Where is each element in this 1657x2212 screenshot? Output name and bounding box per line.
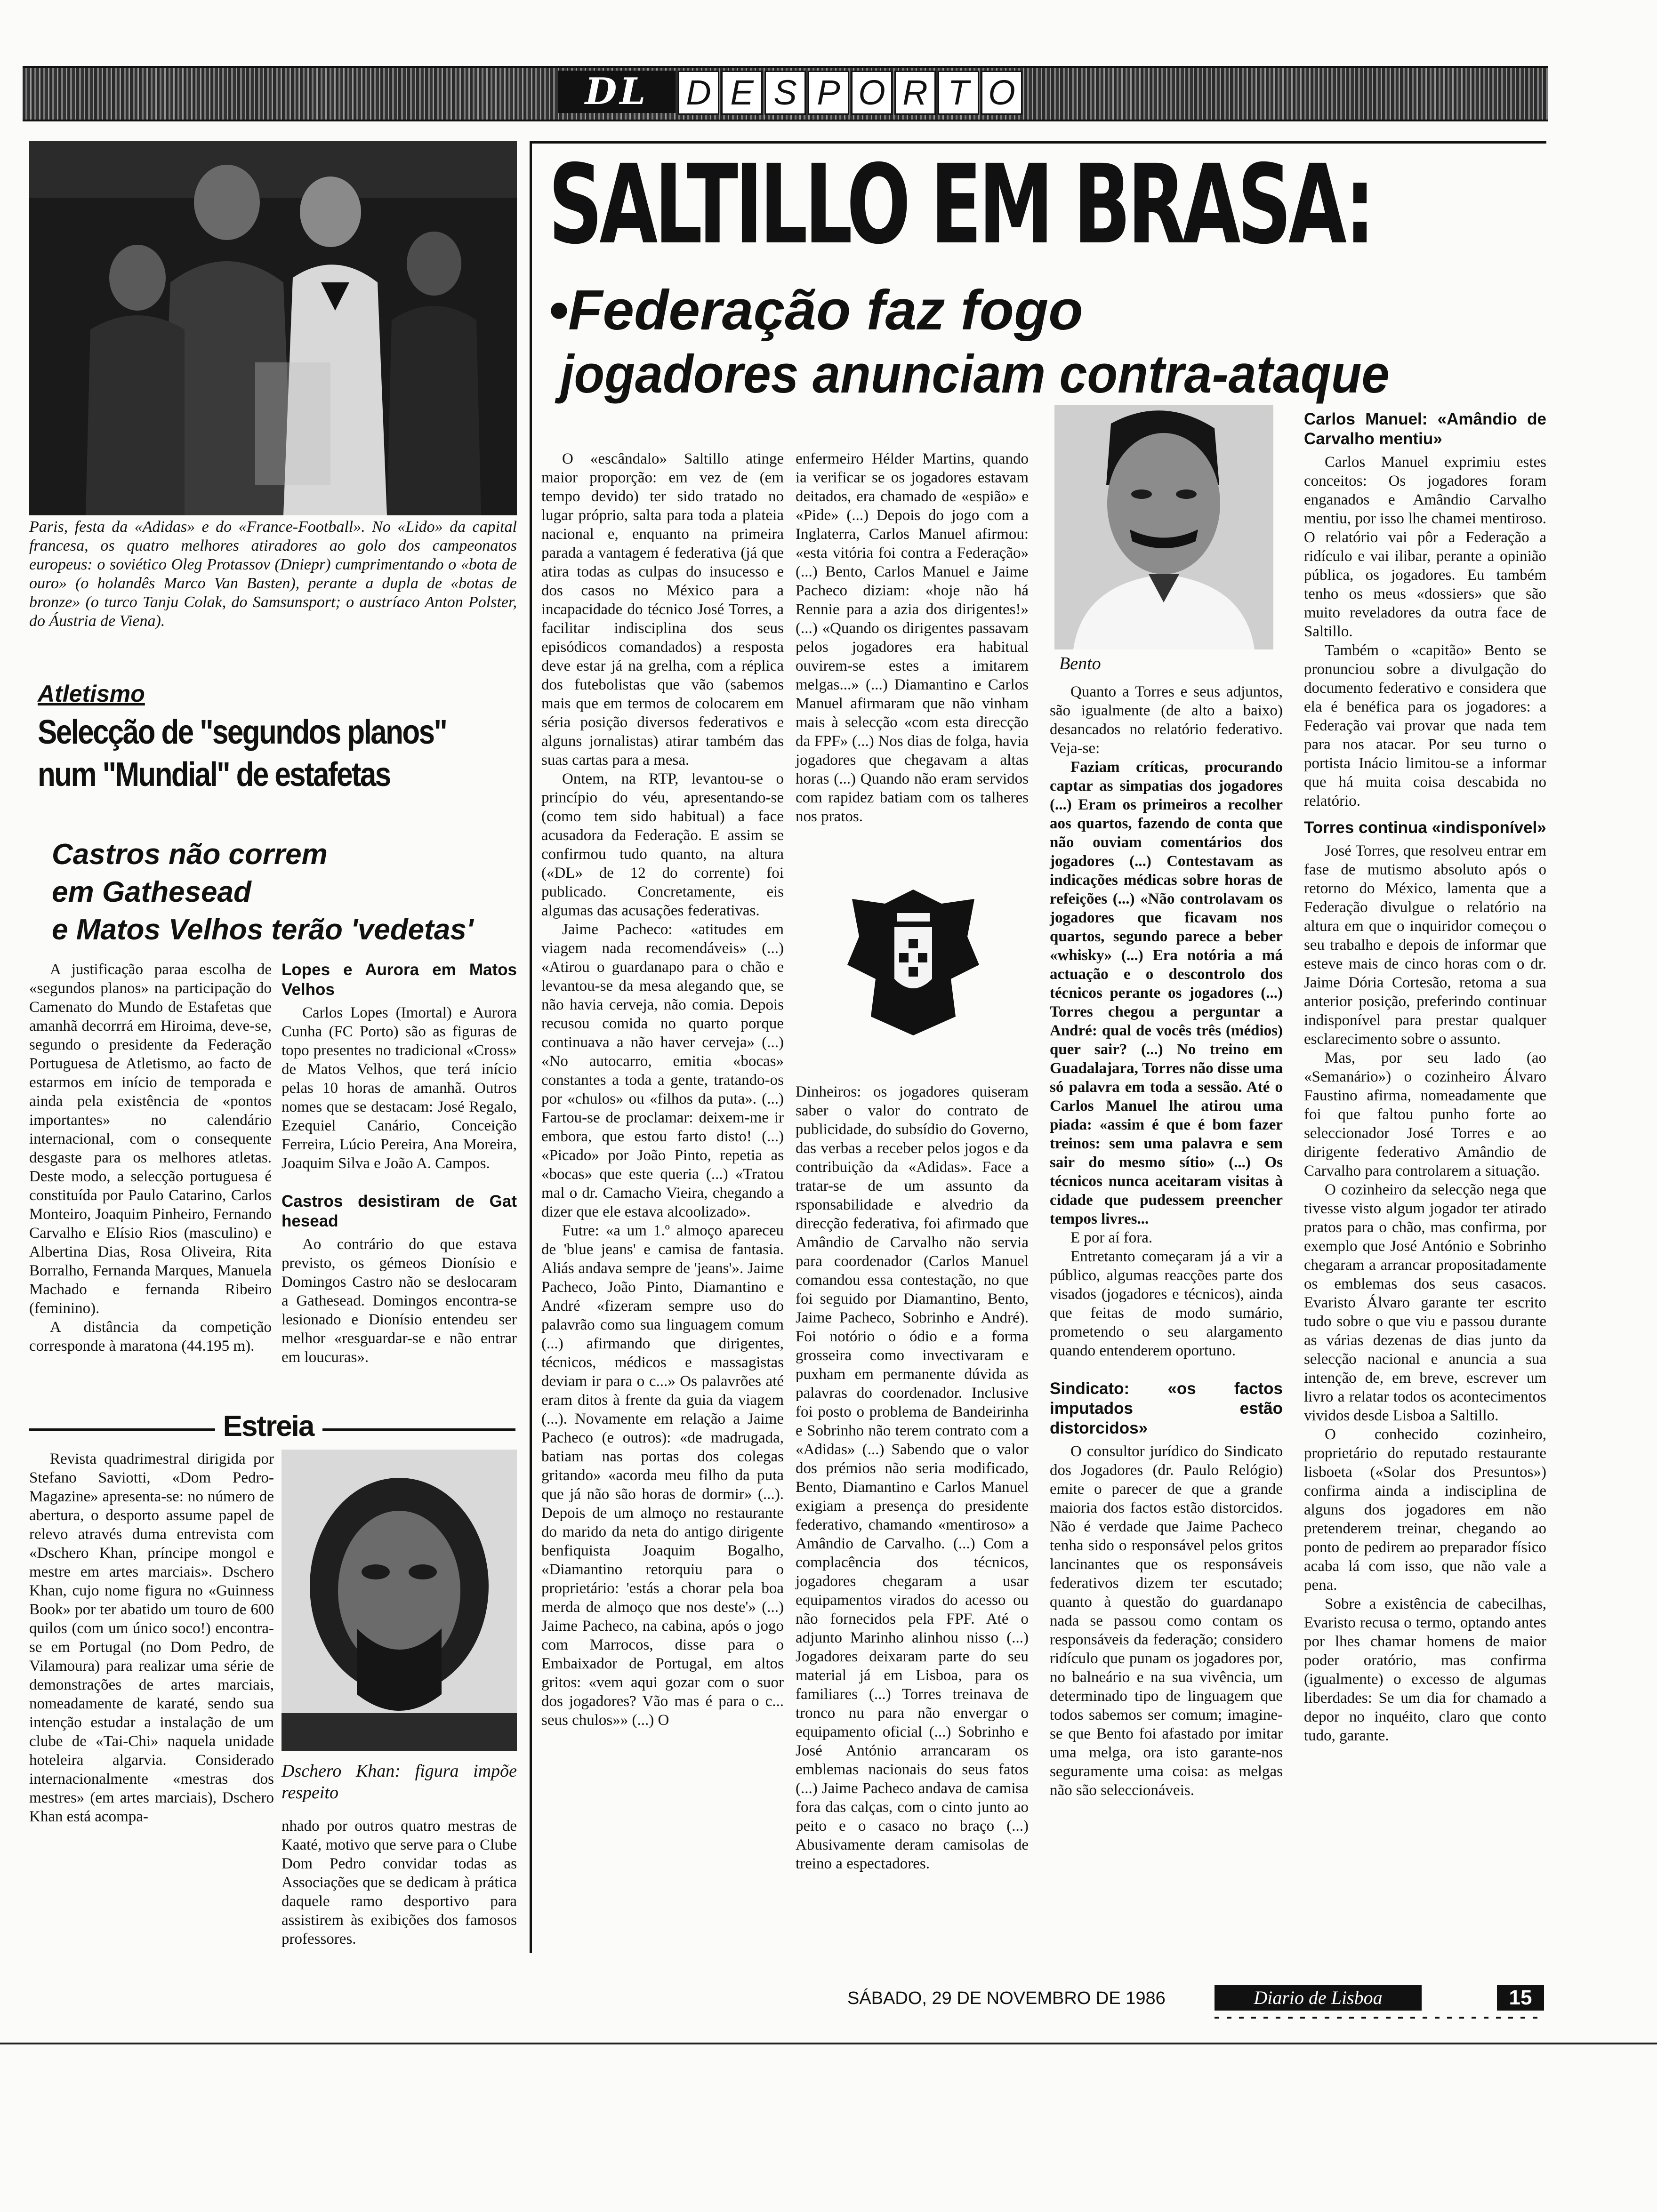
- saltillo-frame-left: [530, 141, 532, 1953]
- saltillo-deck-line1: •Federação faz fogo: [548, 279, 1083, 342]
- section-letter: T: [938, 71, 979, 115]
- bento-caption: Bento: [1059, 654, 1101, 673]
- atletismo-headline-line1: Selecção de "segundos planos": [38, 713, 447, 751]
- estreia-column-2: nhado por outros quatro mestras de Kaaté, motivo que serve para o Clube Dom Pedro convidar todas as Associações que se dedicam à prática daquele ramo desportivo para assistirem às exibições dos famosos professores.: [282, 1818, 517, 1948]
- section-letter: D: [678, 71, 719, 115]
- fpf-crest-emblem: [843, 885, 984, 1040]
- saltillo-column-3: Quanto a Torres e seus adjuntos, são igualmente (de alto a baixo) desancados no relatório federativo. Veja-se: Faziam críticas, procurando captar as simpatias dos jogadores (...) Eram os primeiros a recolher aos quartos, fazendo de conta que não ouviam comentários dos jogadores (...) Contestavam as indicações médicas sobre horas de refeições (...) «Não controlavam os jogadores que ficavam nos quartos, segundo parece a beber «whisky» (...) Era notória a má actuação e o descontrolo dos técnicos perante os jogadores (...) Torres chegou a perguntar a André: qual de vocês três (médios) quer sair? (...) No treino em Guadalajara, Torres não disse uma só palavra em toda a sessão. Até o Carlos Manuel lhe atirou uma piada: «assim é que é bom fazer treinos: sem uma palavra e sem sair do mesmo sítio» (...) Os técnicos nunca aceitaram visitas à cidade que pudessem preencher tempos livres... E por aí fora. Entretanto começaram já a vir a público, algumas reacções parte dos visados (jogadores e técnicos), ainda que feitas de modo sumário, prometendo o seu alargamento quando entenderem oportuno. Sindicato: «os factos imputados estão distorcidos» O consultor jurídico do Sindicato dos Jogadores (dr. Paulo Relógio) emite o parecer de que a grande maioria dos factos estão distorcidos. Não é verdade que Jaime Pacheco tenha sido o responsável pelos gritos lancinantes que os responsáveis federativos dizem ter escutado; quanto à questão do guardanapo nada se passou como contam os responsáveis da federação; considero ridículo que punam os jogadores por, no balneário e na sua vivência, um determinado tipo de linguagem que todos sabemos ser comum; imagine-se que Bento foi afastado por imitar uma melga, ora isto garante-nos seguramente uma coisa: as melgas não são seleccionáveis.: [1050, 683, 1283, 1799]
- atletismo-column-2: Lopes e Aurora em Matos Velhos Carlos Lopes (Imortal) e Aurora Cunha (FC Porto) são as figuras de topo presentes no tradicional «Cross» de Matos Velhos, que terá início pelas 10 horas de amanhã. Outros nomes que se destacam: José Regalo, Ezequiel Canário, Conceição Ferreira, Lúcio Pereira, Ana Moreira, Joaquim Silva e João A. Campos. Castros desistiram de Gat hesead Ao contrário do que estava previsto, os gémeos Dionísio e Domingos Castro não se deslocaram a Gathesead. Domingos encontra-se lesionado e Dionísio entendeu ser melhor «resguardar-se e não entrar em loucuras».: [282, 961, 517, 1366]
- saltillo-column-1: O «escândalo» Saltillo atinge maior proporção: em vez de (em tempo devido) ter sido tratado no lugar próprio, salta para toda a plateia nacional e, enquanto na primeira parada a vantagem é federativa (já que atira todas as culpas do insucesso e dos casos no México para a incapacidade do técnico José Torres, a facilitar indisciplina dos seus episódicos comandados) a resposta deve estar já na grelha, com a réplica dos futebolistas que vão (sabemos mais que em termos de colocarem em séria posição diversos federativos e alguns jornalistas) atirar também das suas cartas para a mesa. Ontem, na RTP, levantou-se o princípio do véu, apresentando-se (como tem sido habitual) a face acusadora da Federação. E assim se confirmou tudo quanto, na altura («DL» de 12 do corrente) foi publicado. Concretamente, eis algumas das acusações federativas. Jaime Pacheco: «atitudes em viagem nada recomendáveis» (...) «Atirou o guardanapo para o chão e levantou-se da mesa alegando que, se não havia cerveja, não comia. Depois recusou comida no quarto porque continuava a não haver cerveja» (...) «No autocarro, emitia «bocas» constantes a toda a gente, tratando-os por «chulos» ou «filhos da puta». (...) Fartou-se de proclamar: deixem-me ir embora, que estou farto disto! (...) «Picado» por João Pinto, repetia as «bocas» que este queria (...) «Tratou mal o dr. Camacho Vieira, chegando a dizer que ele estava alcoolizado». Futre: «a um 1.º almoço apareceu de 'blue jeans' e camisa de fantasia. Aliás andava sempre de 'jeans'». Jaime Pacheco, João Pinto, Diamantino e André «fizeram sempre uso do palavrão como sua linguagem comum (...) afirmando que dirigentes, técnicos, médicos e massagistas deviam ir para o c...» Os palavrões até eram ditos à frente da guia da viagem (...). Novamente em relação a Jaime Pacheco (e outros): «de madrugada, batiam nas portas dos colegas gritando» «acorda meu filho da puta que já não são horas de dormir» (...). Depois de um almoço no restaurante do marido da neta do antigo dirigente benfiquista Joaquim Bogalho, «Diamantino retorquiu para o proprietário: 'estás a chorar pela boa merda de almoço que nos deste'» (...) Jaime Pacheco, na cabina, após o jogo com Marrocos, disse para o Embaixador de Portugal, em altos gritos: «vem aqui gozar com o suor dos jogadores? Vão mas é para o c... seus chulos»» (...) O: [541, 450, 784, 1729]
- estreia-title: Estreia: [223, 1410, 314, 1443]
- footer-date: SÁBADO, 29 DE NOVEMBRO DE 1986: [847, 1988, 1166, 2008]
- section-letter: R: [894, 71, 936, 115]
- page-bottom-rule: [0, 2043, 1657, 2044]
- saltillo-column-4: Carlos Manuel: «Amândio de Carvalho mentiu» Carlos Manuel exprimiu estes conceitos: Os jogadores foram enganados e Amândio Carvalho mentiu, por isso lhe chamei mentiroso. O relatório vai pôr a Federação a ridículo e vai ilibar, perante a opinião pública, os jogadores. Eu também tenho os meus «dossiers» que são muito reveladores da outra face de Saltillo. Também o «capitão» Bento se pronunciou sobre a divulgação do documento federativo e considera que ela é benéfica para os jogadores: a Federação vai provar que nada tem para nos atacar. Por seu turno o portista Inácio limitou-se a informar que há muita coisa descabida no relatório. Torres continua «indisponível» José Torres, que resolveu entrar em fase de mutismo absoluto após o retorno do México, lamenta que a Federação divulgue o relatório na altura em que o inquiridor começou o seu trabalho e depois de informar que esteve mais de cinco horas com o dr. Jaime Dória Cortesão, retoma a sua anterior posição, preferindo continuar indisponível para prestar qualquer esclarecimento sobre o assunto. Mas, por seu lado (ao «Semanário») o cozinheiro Álvaro Faustino afirma, nomeadamente que foi que faltou punho forte ao seleccionador José Torres e ao dirigente federativo Amândio de Carvalho para controlarem a situação. O cozinheiro da selecção nega que tivesse visto algum jogador ter atirado pratos para o chão, mas confirma, por exemplo que José António e Sobrinho chegaram a arrancar propositadamente os emblemas dos seus casacos. Evaristo Álvaro garante ter escrito tudo sobre o que viu e passou durante as várias dezenas de dias junto da selecção nacional e anuncia a sua intenção de, em breve, escrever um livro a relatar todos os acontecimentos vividos desde Lisboa a Saltillo. O conhecido cozinheiro, proprietário do reputado restaurante lisboeta («Solar dos Presuntos») confirma ainda a indisciplina de alguns dos jogadores em não pretenderem treinar, chegando ao ponto de pedirem ao preparador físico acaba lá com isso, que não vale a pena. Sobre a existência de cabecilhas, Evaristo recusa o termo, optando antes por lhes chamar homens de maior poder oratório, mas confirma (igualmente) o excesso de algumas liberdades: Se um dia for chamado a depor no inquéito, claro que conto tudo, garante.: [1304, 410, 1546, 1744]
- atletismo-deck-line3: e Matos Velhos terão 'vedetas': [52, 914, 474, 946]
- atletismo-deck-line1: Castros não correm: [52, 838, 328, 871]
- saltillo-column-2: enfermeiro Hélder Martins, quando ia verificar se os jogadores estavam deitados, era chamado de «espião» e «Pide» (...) Depois do jogo com a Inglaterra, Carlos Manuel afirmou: «esta vitória foi contra a Federação» (...) Bento, Carlos Manuel e Jaime Pacheco diziam: «hoje não há Rennie para a azia dos dirigentes!» (...) «Quando os dirigentes passavam pelos jogadores era habitual ouvirem-se estes a imitarem melgas...» (...) Diamantino e Carlos Manuel afirmaram que não vinham mais à selecção «com esta direcção da FPF» (...) Nos dias de folga, havia jogadores que chegavam a altas horas (...) Quando não eram servidos com rapidez batiam com os talheres nos pratos.: [796, 450, 1029, 825]
- saltillo-deck-line2: jogadores anunciam contra-ataque: [560, 345, 1390, 404]
- section-letter: E: [721, 71, 763, 115]
- newspaper-logo: DL: [558, 71, 676, 113]
- paris-photo: [29, 141, 517, 515]
- atletismo-kicker: Atletismo: [38, 681, 145, 707]
- saltillo-column-2-continued: Dinheiros: os jogadores quiseram saber o valor do contrato de publicidade, do subsídio do Governo, das verbas a receber pelos jogos e da contribuição da «Adidas». Face a tratar-se de um assunto da rsponsabilidade e alvedrio da direcção federativa, foi afirmado que Amândio de Carvalho não servia para coordenador (Carlos Manuel comandou essa contestação, no que foi seguido por Diamantino, Bento, Jaime Pacheco, Sobrinho e André). Foi notório o ódio e a forma grosseira como invectivaram e puxham em permanente dúvida as palavras do coordenador. Inclusive foi posto o problema de Bandeirinha e Sobrinho não terem contrato com a «Adidas» (...) Sabendo que o valor dos prémios não seria modificado, Bento, Diamantino e Carlos Manuel exigiam a presença do presidente federativo, chamando «mentiroso» a Amândio de Carvalho. (...) Com a complacência dos técnicos, jogadores chegaram a usar equipamentos virados do acesso ou não fornecidos pela FPF. Até o adjunto Marinho alinhou nisso (...) Jogadores deixaram parte do seu material já em Lisboa, para os familiares (...) Torres treinava de tronco nu para não envergar o equipamento oficial (...) Sobrinho e José António arrancaram os emblemas nacionais do seus fatos (...) Jaime Pacheco andava de camisa fora das calças, com o cinto junto ao peito e o casaco no braço (...) Abusivamente deram camisolas de treino a espectadores.: [796, 1083, 1029, 1872]
- dschero-khan-caption: Dschero Khan: figura impõe respeito: [282, 1761, 517, 1803]
- paris-photo-caption: Paris, festa da «Adidas» e do «France-Football». No «Lido» da capital francesa, os quatro melhores atiradores ao golo dos campeonatos europeus: o soviético Oleg Protassov (Dniepr) cumprimentando o «bota de ouro» (o holandês Marco Van Basten), perante a dupla de «botas de bronze» (o turco Tanju Colak, do Samsunsport; o austríaco Anton Polster, do Áustria de Viena).: [29, 518, 517, 630]
- estreia-rule-left: [29, 1428, 215, 1431]
- bento-photo: [1054, 405, 1273, 649]
- section-letter: O: [981, 71, 1022, 115]
- atletismo-deck-line2: em Gathesead: [52, 876, 251, 908]
- atletismo-column-1: A justificação paraa escolha de «segundos planos» na participação do Camenato do Mundo de Estafetas que amanhã decorrrá em Hiroima, deve-se, segundo o presidente da Federação Portuguesa de Atletismo, ao facto de estarmos em início de temporada e ainda pela existência de «pontos importantes» no calendário internacional, com o consequente desgaste para os melhores atletas. Deste modo, a selecção portuguesa é constituída por Paulo Catarino, Carlos Monteiro, Joaquim Pinheiro, Fernando Carvalho e Elísio Rios (masculino) e Albertina Dias, Rosa Oliveira, Rita Borralho, Fernanda Marques, Manuela Machado e fernanda Ribeiro (feminino). A distância da competição corresponde à maratona (44.195 m).: [29, 961, 272, 1354]
- dschero-khan-photo: [282, 1450, 517, 1751]
- estreia-column-1: Revista quadrimestral dirigida por Stefano Saviotti, «Dom Pedro-Magazine» apresenta-se: no número de abertura, o desporto assume papel de relevo através duma entrevista com «Dschero Khan, príncipe mongol e mestre em artes marciais». Dschero Khan, cujo nome figura no «Guinness Book» por ter abatido um touro de 600 quilos (com um único soco!) encontra-se em Portugal (no Dom Pedro, de Vilamoura) para realizar uma série de demonstrações de artes marciais, nomeadamente de karaté, sendo sua intenção estudar a instalação de um clube de «Tai-Chi» naquela unidade hoteleira algarvia. Considerado internacionalmente «mestras dos mestres» (em artes marciais), Dschero Khan está acompa-: [29, 1451, 274, 1825]
- atletismo-headline-line2: num "Mundial" de estafetas: [38, 756, 390, 793]
- estreia-rule-right: [322, 1428, 515, 1431]
- section-title: [678, 71, 1024, 113]
- section-letter: P: [808, 71, 849, 115]
- footer-rule: [1215, 2017, 1544, 2019]
- saltillo-headline: SALTILLO EM BRASA:: [548, 141, 1372, 268]
- footer-paper-name: Diario de Lisboa: [1215, 1985, 1422, 2011]
- footer-page-number: 15: [1497, 1985, 1544, 2011]
- section-letter: O: [851, 71, 893, 115]
- section-letter: S: [764, 71, 806, 115]
